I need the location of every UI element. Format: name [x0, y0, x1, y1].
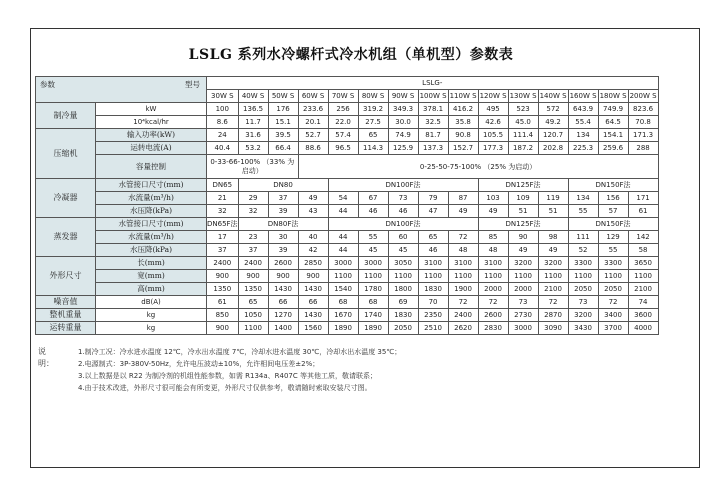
value-cell: 3100: [448, 257, 478, 270]
model-header-cell: 130W S: [508, 90, 538, 103]
value-cell: 29: [238, 192, 268, 205]
value-cell: 2050: [388, 322, 418, 335]
model-header-cell: 70W S: [328, 90, 358, 103]
value-cell: 65: [418, 231, 448, 244]
value-cell: 53.2: [238, 142, 268, 155]
table-row: [36, 142, 659, 155]
header-param-model-cell: [36, 77, 207, 103]
value-cell: 1100: [538, 270, 568, 283]
value-cell: 57: [598, 205, 628, 218]
value-cell: 177.3: [478, 142, 508, 155]
value-cell: 176: [268, 103, 298, 116]
group-noise: 噪音值: [36, 296, 96, 309]
model-header-cell: 30W S: [207, 90, 239, 103]
value-cell: 3000: [358, 257, 388, 270]
value-cell: 100: [207, 103, 239, 116]
value-cell: 46: [418, 244, 448, 257]
table-row: [36, 283, 659, 296]
value-cell: 850: [207, 309, 239, 322]
value-cell: 2620: [448, 322, 478, 335]
value-cell: 1100: [448, 270, 478, 283]
group-weight: 整机重量: [36, 309, 96, 322]
value-cell: 1050: [238, 309, 268, 322]
value-cell: 48: [448, 244, 478, 257]
value-cell: 55: [568, 205, 598, 218]
value-cell: 48: [478, 244, 508, 257]
value-cell: 72: [478, 296, 508, 309]
value-cell: 643.9: [568, 103, 598, 116]
value-cell: 61: [628, 205, 658, 218]
value-cell: 3000: [328, 257, 358, 270]
value-cell: 32: [207, 205, 239, 218]
value-cell: 142: [628, 231, 658, 244]
value-cell: 114.3: [358, 142, 388, 155]
value-cell: 49: [298, 192, 328, 205]
capacity-control-b: 0-25-50-75-100% （25% 为启动）: [298, 155, 658, 179]
value-cell: 1740: [358, 309, 388, 322]
value-cell: 2400: [238, 257, 268, 270]
value-cell: 1430: [268, 283, 298, 296]
value-cell: 1100: [388, 270, 418, 283]
value-cell: 1430: [298, 309, 328, 322]
value-cell: 70.8: [628, 116, 658, 129]
value-cell: 73: [508, 296, 538, 309]
value-cell: 24: [207, 129, 239, 142]
value-cell: 3300: [598, 257, 628, 270]
value-cell: 2350: [418, 309, 448, 322]
value-cell: 57.4: [328, 129, 358, 142]
table-row: [36, 129, 659, 142]
pipe-size-cell: DN125F法: [478, 218, 568, 231]
param-label: 水管接口尺寸(mm): [96, 179, 207, 192]
value-cell: 1100: [358, 270, 388, 283]
value-cell: 46: [358, 205, 388, 218]
value-cell: 47: [418, 205, 448, 218]
value-cell: 98: [538, 231, 568, 244]
table-row: [36, 103, 659, 116]
value-cell: 2870: [538, 309, 568, 322]
value-cell: 259.6: [598, 142, 628, 155]
value-cell: 900: [268, 270, 298, 283]
value-cell: 152.7: [448, 142, 478, 155]
unit-cell: dB(A): [96, 296, 207, 309]
table-row: [36, 257, 659, 270]
value-cell: 20.1: [298, 116, 328, 129]
param-label: 水流量(m³/h): [96, 192, 207, 205]
value-cell: 3650: [628, 257, 658, 270]
value-cell: 125.9: [388, 142, 418, 155]
pipe-size-cell: DN100F法: [328, 179, 478, 192]
table-row: [36, 77, 659, 90]
value-cell: 3100: [418, 257, 448, 270]
value-cell: 3600: [628, 309, 658, 322]
value-cell: 119: [538, 192, 568, 205]
model-header-label: 型号: [185, 80, 200, 89]
value-cell: 37: [268, 192, 298, 205]
group-run-weight: 运转重量: [36, 322, 96, 335]
pipe-size-cell: DN80: [238, 179, 328, 192]
value-cell: 1800: [388, 283, 418, 296]
spec-table: [35, 76, 659, 335]
value-cell: 31.6: [238, 129, 268, 142]
value-cell: 156: [598, 192, 628, 205]
value-cell: 900: [238, 270, 268, 283]
value-cell: 72: [538, 296, 568, 309]
param-label: 容量控制: [96, 155, 207, 179]
param-label: 高(mm): [96, 283, 207, 296]
model-header-cell: 40W S: [238, 90, 268, 103]
group-condenser: 冷凝器: [36, 179, 96, 218]
value-cell: 3400: [598, 309, 628, 322]
value-cell: 1100: [328, 270, 358, 283]
value-cell: 68: [328, 296, 358, 309]
table-row: [36, 179, 659, 192]
value-cell: 2400: [448, 309, 478, 322]
value-cell: 54: [328, 192, 358, 205]
value-cell: 70: [418, 296, 448, 309]
value-cell: 2400: [207, 257, 239, 270]
value-cell: 1560: [298, 322, 328, 335]
table-row: [36, 192, 659, 205]
value-cell: 3200: [538, 257, 568, 270]
value-cell: 45.0: [508, 116, 538, 129]
value-cell: 81.7: [418, 129, 448, 142]
param-label: 长(mm): [96, 257, 207, 270]
value-cell: 2100: [628, 283, 658, 296]
value-cell: 15.1: [268, 116, 298, 129]
param-header-label: 参数: [40, 80, 55, 89]
value-cell: 3200: [568, 309, 598, 322]
value-cell: 40: [298, 231, 328, 244]
value-cell: 73: [568, 296, 598, 309]
table-row: [36, 205, 659, 218]
value-cell: 74.9: [388, 129, 418, 142]
value-cell: 65: [358, 129, 388, 142]
value-cell: 1100: [238, 322, 268, 335]
group-cooling: 制冷量: [36, 103, 96, 129]
value-cell: 256: [328, 103, 358, 116]
value-cell: 52.7: [298, 129, 328, 142]
value-cell: 572: [538, 103, 568, 116]
value-cell: 105.5: [478, 129, 508, 142]
value-cell: 44: [328, 205, 358, 218]
value-cell: 73: [388, 192, 418, 205]
value-cell: 46: [388, 205, 418, 218]
value-cell: 61: [207, 296, 239, 309]
table-row: [36, 218, 659, 231]
value-cell: 39.5: [268, 129, 298, 142]
value-cell: 900: [298, 270, 328, 283]
value-cell: 288: [628, 142, 658, 155]
value-cell: 319.2: [358, 103, 388, 116]
value-cell: 52: [568, 244, 598, 257]
value-cell: 72: [598, 296, 628, 309]
value-cell: 3090: [538, 322, 568, 335]
table-row: [36, 244, 659, 257]
series-header: LSLG-: [207, 77, 659, 90]
value-cell: 90: [508, 231, 538, 244]
pipe-size-cell: DN150F法: [568, 218, 658, 231]
value-cell: 40.4: [207, 142, 239, 155]
value-cell: 137.3: [418, 142, 448, 155]
table-title: LSLG 系列水冷螺杆式冷水机组（单机型）参数表: [188, 47, 514, 63]
value-cell: 60: [388, 231, 418, 244]
value-cell: 171: [628, 192, 658, 205]
value-cell: 37: [238, 244, 268, 257]
value-cell: 96.5: [328, 142, 358, 155]
value-cell: 900: [207, 322, 239, 335]
note-item: 1.制冷工况：冷水进水温度 12℃，冷水出水温度 7℃，冷却水进水温度 30℃，冷却水出水温度 35℃；: [78, 348, 402, 356]
model-header-cell: 50W S: [268, 90, 298, 103]
table-row: [36, 270, 659, 283]
model-header-cell: 120W S: [478, 90, 508, 103]
value-cell: 66.4: [268, 142, 298, 155]
value-cell: 823.6: [628, 103, 658, 116]
value-cell: 49: [538, 244, 568, 257]
value-cell: 111: [568, 231, 598, 244]
value-cell: 2100: [538, 283, 568, 296]
value-cell: 30.0: [388, 116, 418, 129]
value-cell: 495: [478, 103, 508, 116]
model-header-cell: 140W S: [538, 90, 568, 103]
value-cell: 21: [207, 192, 239, 205]
value-cell: 416.2: [448, 103, 478, 116]
note-item: 3.以上数据是以 R22 为制冷剂的机组性能参数，如需 R134a、R407C 等其他工质，敬请联系；: [78, 372, 377, 380]
value-cell: 79: [418, 192, 448, 205]
value-cell: 51: [538, 205, 568, 218]
unit-cell: kW: [96, 103, 207, 116]
value-cell: 22.0: [328, 116, 358, 129]
value-cell: 2600: [268, 257, 298, 270]
value-cell: 30: [268, 231, 298, 244]
value-cell: 85: [478, 231, 508, 244]
value-cell: 103: [478, 192, 508, 205]
value-cell: 1900: [448, 283, 478, 296]
value-cell: 1100: [508, 270, 538, 283]
value-cell: 45: [388, 244, 418, 257]
group-evaporator: 蒸发器: [36, 218, 96, 257]
value-cell: 49.2: [538, 116, 568, 129]
model-header-cell: 160W S: [568, 90, 598, 103]
value-cell: 378.1: [418, 103, 448, 116]
value-cell: 87: [448, 192, 478, 205]
group-dimensions: 外形尺寸: [36, 257, 96, 296]
value-cell: 109: [508, 192, 538, 205]
param-label: 水流量(m³/h): [96, 231, 207, 244]
value-cell: 64.5: [598, 116, 628, 129]
value-cell: 68: [358, 296, 388, 309]
value-cell: 1890: [328, 322, 358, 335]
value-cell: 3300: [568, 257, 598, 270]
value-cell: 90.8: [448, 129, 478, 142]
value-cell: 67: [358, 192, 388, 205]
value-cell: 55: [358, 231, 388, 244]
value-cell: 72: [448, 231, 478, 244]
note-item: 2.电源制式：3P-380V-50Hz，允许电压波动±10%，允许相间电压差±2%；: [78, 360, 320, 368]
value-cell: 2000: [508, 283, 538, 296]
value-cell: 49: [448, 205, 478, 218]
value-cell: 900: [207, 270, 239, 283]
value-cell: 3200: [508, 257, 538, 270]
value-cell: 2510: [418, 322, 448, 335]
value-cell: 39: [268, 244, 298, 257]
value-cell: 88.6: [298, 142, 328, 155]
value-cell: 72: [448, 296, 478, 309]
value-cell: 69: [388, 296, 418, 309]
value-cell: 44: [328, 244, 358, 257]
value-cell: 120.7: [538, 129, 568, 142]
value-cell: 2050: [598, 283, 628, 296]
value-cell: 1350: [207, 283, 239, 296]
value-cell: 55.4: [568, 116, 598, 129]
param-label: 宽(mm): [96, 270, 207, 283]
value-cell: 523: [508, 103, 538, 116]
value-cell: 39: [268, 205, 298, 218]
pipe-size-cell: DN150F法: [568, 179, 658, 192]
model-header-cell: 110W S: [448, 90, 478, 103]
table-row: [36, 296, 659, 309]
value-cell: 349.3: [388, 103, 418, 116]
value-cell: 49: [478, 205, 508, 218]
value-cell: 225.3: [568, 142, 598, 155]
table-row: [36, 116, 659, 129]
value-cell: 171.3: [628, 129, 658, 142]
value-cell: 27.5: [358, 116, 388, 129]
unit-cell: 10⁴kcal/hr: [96, 116, 207, 129]
model-header-cell: 180W S: [598, 90, 628, 103]
value-cell: 233.6: [298, 103, 328, 116]
value-cell: 2850: [298, 257, 328, 270]
model-header-cell: 90W S: [388, 90, 418, 103]
pipe-size-cell: DN80F法: [238, 218, 328, 231]
value-cell: 1780: [358, 283, 388, 296]
value-cell: 42: [298, 244, 328, 257]
value-cell: 4000: [628, 322, 658, 335]
value-cell: 58: [628, 244, 658, 257]
value-cell: 55: [598, 244, 628, 257]
value-cell: 2000: [478, 283, 508, 296]
value-cell: 187.2: [508, 142, 538, 155]
pipe-size-cell: DN125F法: [478, 179, 568, 192]
value-cell: 17: [207, 231, 239, 244]
value-cell: 1890: [358, 322, 388, 335]
table-row: [36, 155, 659, 179]
model-header-cell: 100W S: [418, 90, 448, 103]
value-cell: 136.5: [238, 103, 268, 116]
value-cell: 1100: [568, 270, 598, 283]
param-label: 水压降(kPa): [96, 244, 207, 257]
param-label: 输入功率(kW): [96, 129, 207, 142]
value-cell: 32.5: [418, 116, 448, 129]
value-cell: 1100: [628, 270, 658, 283]
value-cell: 2600: [478, 309, 508, 322]
value-cell: 1670: [328, 309, 358, 322]
value-cell: 3100: [478, 257, 508, 270]
value-cell: 1400: [268, 322, 298, 335]
value-cell: 23: [238, 231, 268, 244]
value-cell: 1100: [478, 270, 508, 283]
value-cell: 32: [238, 205, 268, 218]
model-header-cell: 200W S: [628, 90, 658, 103]
value-cell: 8.6: [207, 116, 239, 129]
capacity-control-a: 0-33-66-100% （33% 为启动）: [207, 155, 299, 179]
value-cell: 74: [628, 296, 658, 309]
value-cell: 11.7: [238, 116, 268, 129]
value-cell: 3430: [568, 322, 598, 335]
value-cell: 202.8: [538, 142, 568, 155]
model-header-cell: 60W S: [298, 90, 328, 103]
pipe-size-cell: DN65F法: [207, 218, 239, 231]
group-compressor: 压缩机: [36, 129, 96, 179]
value-cell: 2730: [508, 309, 538, 322]
param-label: 运转电流(A): [96, 142, 207, 155]
table-row: [36, 322, 659, 335]
value-cell: 3000: [508, 322, 538, 335]
value-cell: 3050: [388, 257, 418, 270]
value-cell: 1100: [598, 270, 628, 283]
value-cell: 44: [328, 231, 358, 244]
value-cell: 51: [508, 205, 538, 218]
notes-label: 说明：: [38, 347, 54, 368]
value-cell: 66: [298, 296, 328, 309]
value-cell: 154.1: [598, 129, 628, 142]
unit-cell: kg: [96, 322, 207, 335]
value-cell: 65: [238, 296, 268, 309]
param-label: 水压降(kPa): [96, 205, 207, 218]
value-cell: 43: [298, 205, 328, 218]
unit-cell: kg: [96, 309, 207, 322]
value-cell: 1100: [418, 270, 448, 283]
pipe-size-cell: DN65: [207, 179, 239, 192]
value-cell: 111.4: [508, 129, 538, 142]
value-cell: 2830: [478, 322, 508, 335]
table-row: [36, 231, 659, 244]
value-cell: 2050: [568, 283, 598, 296]
value-cell: 66: [268, 296, 298, 309]
note-item: 4.由于技术改进，外形尺寸很可能会有所变更，外形尺寸仅供参考，敬请随时索取安装尺寸图。: [78, 384, 372, 392]
value-cell: 3700: [598, 322, 628, 335]
value-cell: 1830: [418, 283, 448, 296]
value-cell: 37: [207, 244, 239, 257]
value-cell: 1270: [268, 309, 298, 322]
value-cell: 134: [568, 192, 598, 205]
value-cell: 1540: [328, 283, 358, 296]
model-header-cell: 80W S: [358, 90, 388, 103]
value-cell: 749.9: [598, 103, 628, 116]
value-cell: 35.8: [448, 116, 478, 129]
param-label: 水管接口尺寸(mm): [96, 218, 207, 231]
value-cell: 129: [598, 231, 628, 244]
value-cell: 1430: [298, 283, 328, 296]
value-cell: 45: [358, 244, 388, 257]
value-cell: 134: [568, 129, 598, 142]
value-cell: 1350: [238, 283, 268, 296]
value-cell: 42.6: [478, 116, 508, 129]
value-cell: 49: [508, 244, 538, 257]
table-row: [36, 309, 659, 322]
pipe-size-cell: DN100F法: [328, 218, 478, 231]
value-cell: 1830: [388, 309, 418, 322]
